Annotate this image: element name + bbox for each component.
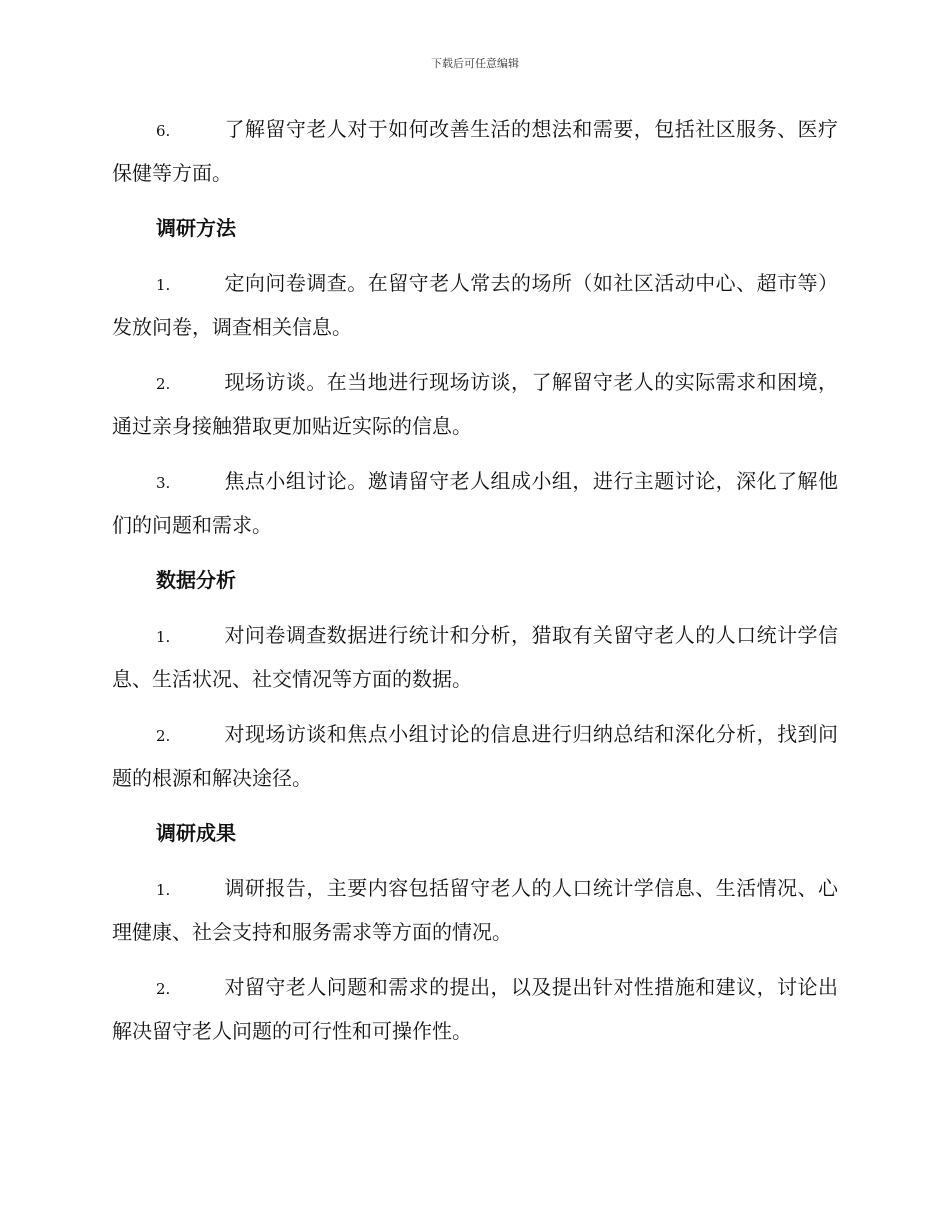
item-number: 3. <box>156 474 171 492</box>
list-item <box>112 460 838 546</box>
item-number: 2. <box>156 980 171 998</box>
list-item <box>112 262 838 348</box>
item-text: 对现场访谈和焦点小组讨论的信息进行归纳总结和深化分析，找到问题的根源和解决途径。 <box>112 722 838 790</box>
list-item <box>112 108 838 194</box>
section-heading-analysis: 数据分析 <box>156 568 236 592</box>
item-text: 定向问卷调查。在留守老人常去的场所（如社区活动中心、超市等）发放问卷，调查相关信息。 <box>112 271 838 339</box>
item-number: 1. <box>156 628 171 646</box>
item-number: 2. <box>156 375 171 393</box>
list-item <box>112 867 838 953</box>
list-item <box>112 361 838 447</box>
item-text: 对问卷调查数据进行统计和分析，猎取有关留守老人的人口统计学信息、生活状况、社交情况等方面的数据。 <box>112 623 838 691</box>
item-number: 6. <box>156 122 171 140</box>
section-heading-results: 调研成果 <box>156 821 236 845</box>
item-text: 了解留守老人对于如何改善生活的想法和需要，包括社区服务、医疗保健等方面。 <box>112 117 838 185</box>
document-body <box>112 108 838 1065</box>
item-number: 1. <box>156 276 171 294</box>
item-number: 2. <box>156 727 171 745</box>
section-heading-methods: 调研方法 <box>156 216 236 240</box>
item-text: 焦点小组讨论。邀请留守老人组成小组，进行主题讨论，深化了解他们的问题和需求。 <box>112 469 838 537</box>
list-item <box>112 966 838 1052</box>
list-item <box>112 614 838 700</box>
page-header: 下载后可任意编辑 <box>431 57 519 70</box>
item-number: 1. <box>156 881 171 899</box>
item-text: 现场访谈。在当地进行现场访谈，了解留守老人的实际需求和困境，通过亲身接触猎取更加贴近实际的信息。 <box>112 370 838 438</box>
list-item <box>112 713 838 799</box>
item-text: 对留守老人问题和需求的提出，以及提出针对性措施和建议，讨论出解决留守老人问题的可行性和可操作性。 <box>112 975 838 1043</box>
item-text: 调研报告，主要内容包括留守老人的人口统计学信息、生活情况、心理健康、社会支持和服务需求等方面的情况。 <box>112 876 838 944</box>
